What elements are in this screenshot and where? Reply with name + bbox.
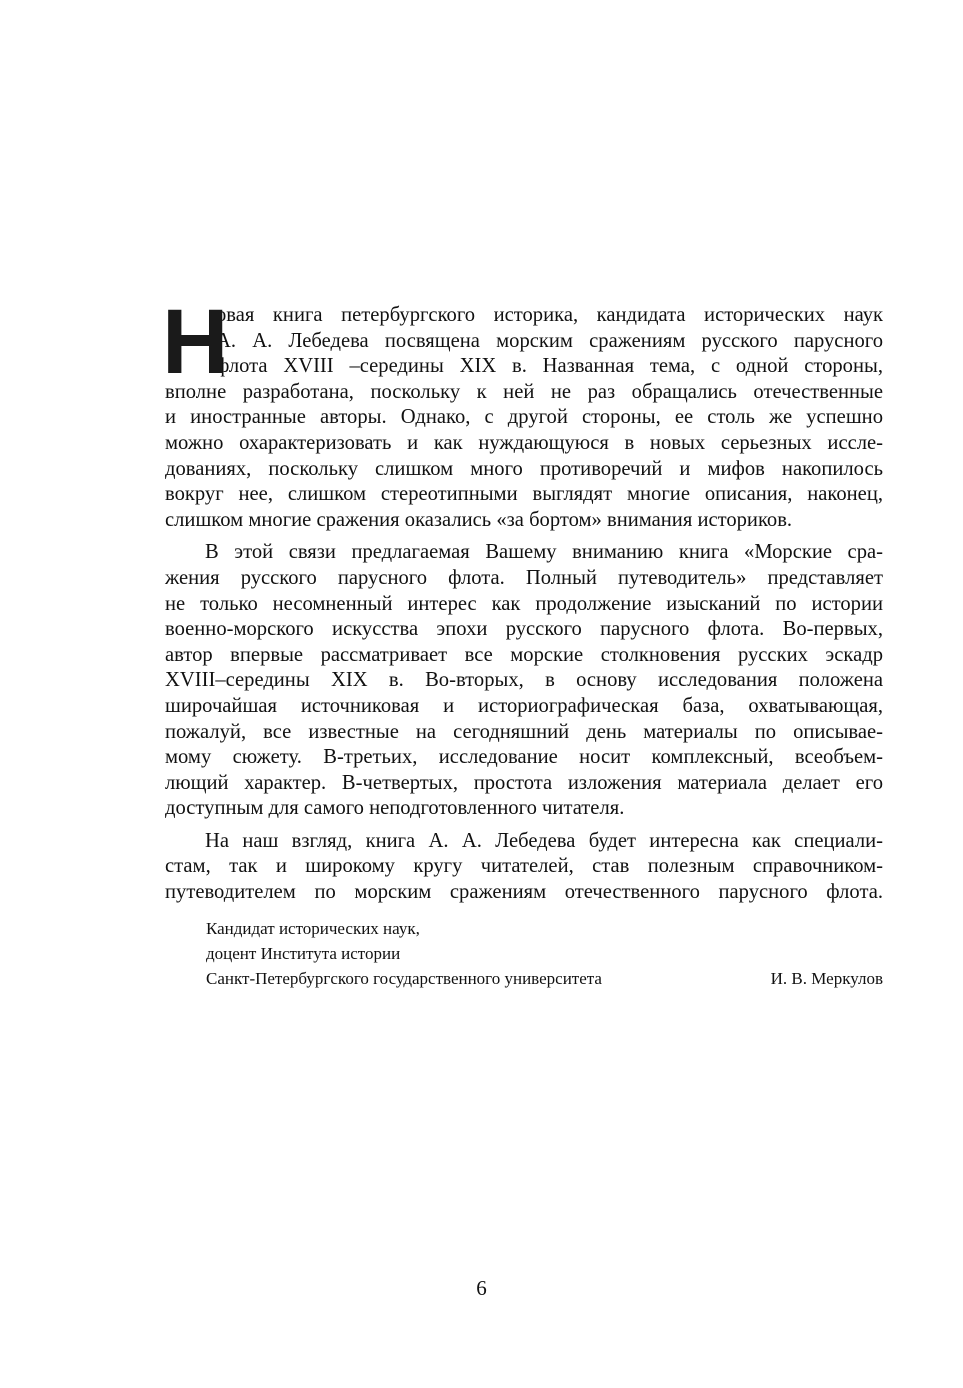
text-line: слишком многие сражения оказались «за бортом» внимания историков. [165,508,793,531]
drop-cap: Н [162,291,229,393]
text-line: лющий характер. В-четвертых, простота изложения материала делает его [165,771,883,794]
text-line: можно охарактеризовать и как нуждающуюся в новых серьезных иссле- [165,431,883,454]
paragraph-spacer [165,533,883,540]
signature-title-line: Кандидат исторических наук, [206,919,420,938]
text-line: и иностранные авторы. Однако, с другой стороны, ее столь же успешно [165,406,883,429]
paragraph-1 [165,303,883,533]
text-line: пожалуй, все известные на сегодняшний день материалы по описывае- [165,720,883,743]
text-line: военно-морского искусства эпохи русского парусного флота. Во-первых, [165,618,883,641]
text-line: стам, так и широкому кругу читателей, став полезным справочником- [165,855,883,878]
text-line: доступным для самого неподготовленного читателя. [165,797,625,820]
text-line: вполне разработана, поскольку к ней не раз обращались отечественные [165,380,883,403]
text-line: жения русского парусного флота. Полный путеводитель» представляет [165,566,883,589]
text-line: автор впервые рассматривает все морские столкновения русских эскадр [165,643,883,666]
paragraph-2 [165,540,883,822]
text-line: На наш взгляд, книга А. А. Лебедева будет интересна как специали- [205,829,883,852]
text-line: А. А. Лебедева посвящена морским сражениям русского парусного [216,329,883,352]
paragraph-spacer [165,822,883,829]
text-line: XVIII–середины XIX в. Во-вторых, в основу исследования положена [165,669,883,692]
text-line: В этой связи предлагаемая Вашему вниманию книга «Морские сра- [205,541,883,564]
text-line: мому сюжету. В-третьих, исследование носит комплексный, всеобъем- [165,746,883,769]
page-number: 6 [476,1276,487,1300]
signature-block [206,916,883,991]
signature-title-line: Санкт-Петербургского государственного университета [206,969,602,988]
text-line: путеводителем по морским сражениям отечественного парусного флота. [165,881,883,904]
text-line: овая книга петербургского историка, кандидата исторических наук [216,304,883,326]
paragraph-3 [165,829,883,906]
signature-title-line: доцент Института истории [206,944,401,963]
text-line: дованиях, поскольку слишком много противоречий и мифов накопилось [165,457,883,480]
main-text [162,291,883,906]
text-line: флота XVIII –середины XIX в. Названная тема, с одной стороны, [216,355,883,378]
text-line: широчайшая источниковая и историографическая база, охватывающая, [165,694,883,717]
signature-name: И. В. Меркулов [770,969,883,988]
text-line: вокруг нее, слишком стереотипными выглядят многие описания, наконец, [165,483,883,506]
text-line: не только несомненный интерес как продолжение изысканий по истории [165,592,883,615]
